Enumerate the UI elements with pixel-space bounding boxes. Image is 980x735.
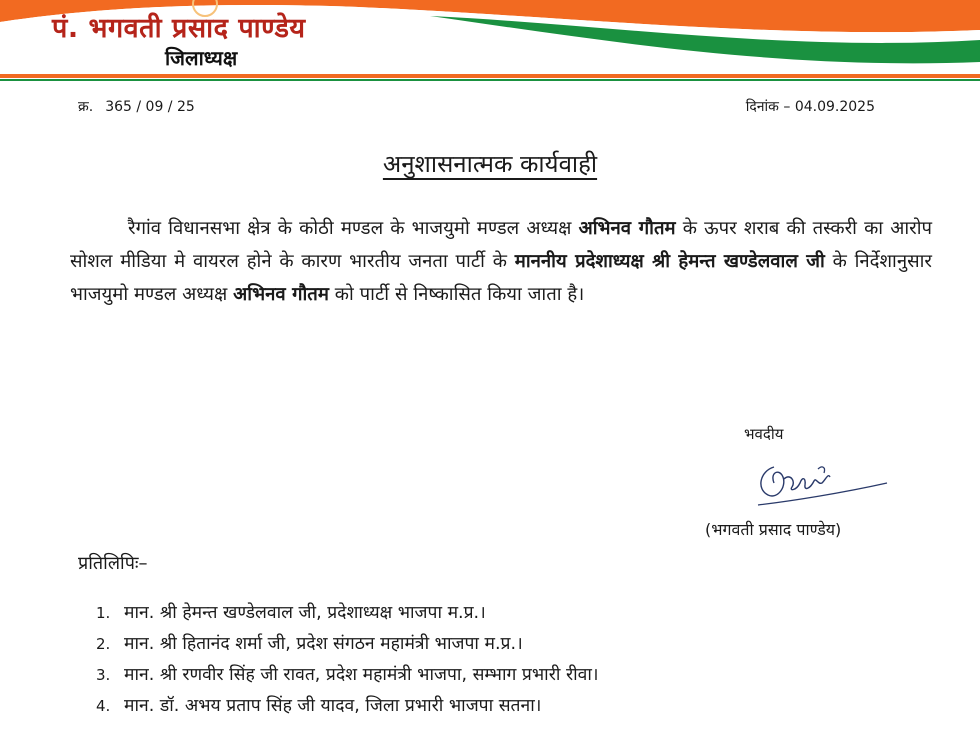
list-item bbox=[96, 691, 599, 722]
reference-value: 365 / 09 / 25 bbox=[105, 99, 195, 115]
list-item bbox=[96, 660, 599, 691]
letterhead bbox=[0, 0, 980, 85]
letterhead-designation: जिलाध्यक्ष bbox=[165, 46, 238, 70]
date-label: दिनांक bbox=[745, 99, 779, 115]
list-item-text: मान. डॉ. अभय प्रताप सिंह जी यादव, जिला प्रभारी भाजपा सतना। bbox=[124, 696, 542, 716]
date-value: 04.09.2025 bbox=[794, 99, 875, 115]
expelled-name-2: अभिनव गौतम bbox=[233, 284, 329, 305]
body-part-3: के निर्देशानुसार भाजयुमो मण्डल अध्यक्ष bbox=[70, 251, 932, 305]
body-part-2: के ऊपर शराब की तस्करी का आरोप सोशल मीडिया मे वायरल होने के कारण भारतीय जनता पार्टी के bbox=[70, 218, 932, 272]
list-item bbox=[96, 629, 599, 660]
date-separator: – bbox=[783, 99, 791, 115]
copy-to-title: प्रतिलिपिः– bbox=[78, 553, 148, 574]
letter-date bbox=[746, 97, 875, 116]
page-title bbox=[0, 147, 980, 180]
list-item-number: 2. bbox=[96, 635, 111, 653]
body-part-4: को पार्टी से निष्कासित किया जाता है। bbox=[334, 284, 585, 305]
list-item-number: 3. bbox=[96, 666, 111, 684]
list-item bbox=[96, 598, 599, 629]
list-item-text: मान. श्री रणवीर सिंह जी रावत, प्रदेश महामंत्री भाजपा, सम्भाग प्रभारी रीवा। bbox=[124, 665, 599, 685]
letter-body bbox=[70, 212, 932, 311]
letterhead-name: पं. भगवती प्रसाद पाण्डेय bbox=[52, 13, 306, 44]
signer-name: (भगवती प्रसाद पाण्डेय) bbox=[705, 520, 842, 539]
closing-text: भवदीय bbox=[744, 425, 784, 443]
list-item-text: मान. श्री हेमन्त खण्डेलवाल जी, प्रदेशाध्यक्ष भाजपा म.प्र.। bbox=[124, 603, 486, 623]
reference-number bbox=[78, 97, 207, 116]
list-item-number: 4. bbox=[96, 697, 111, 715]
list-item-text: मान. श्री हितानंद शर्मा जी, प्रदेश संगठन महामंत्री भाजपा म.प्र.। bbox=[124, 634, 523, 654]
handwritten-signature bbox=[752, 455, 892, 510]
authority-name: माननीय प्रदेशाध्यक्ष श्री हेमन्त खण्डेलवाल जी bbox=[514, 251, 825, 272]
list-item-number: 1. bbox=[96, 604, 111, 622]
expelled-name-1: अभिनव गौतम bbox=[578, 218, 676, 239]
body-part-1: रैगांव विधानसभा क्षेत्र के कोठी मण्डल के भाजयुमो मण्डल अध्यक्ष bbox=[128, 218, 572, 239]
reference-label: क्र. bbox=[78, 99, 94, 115]
copy-to-list bbox=[96, 598, 599, 722]
heading-text: अनुशासनात्मक कार्यवाही bbox=[382, 150, 598, 178]
